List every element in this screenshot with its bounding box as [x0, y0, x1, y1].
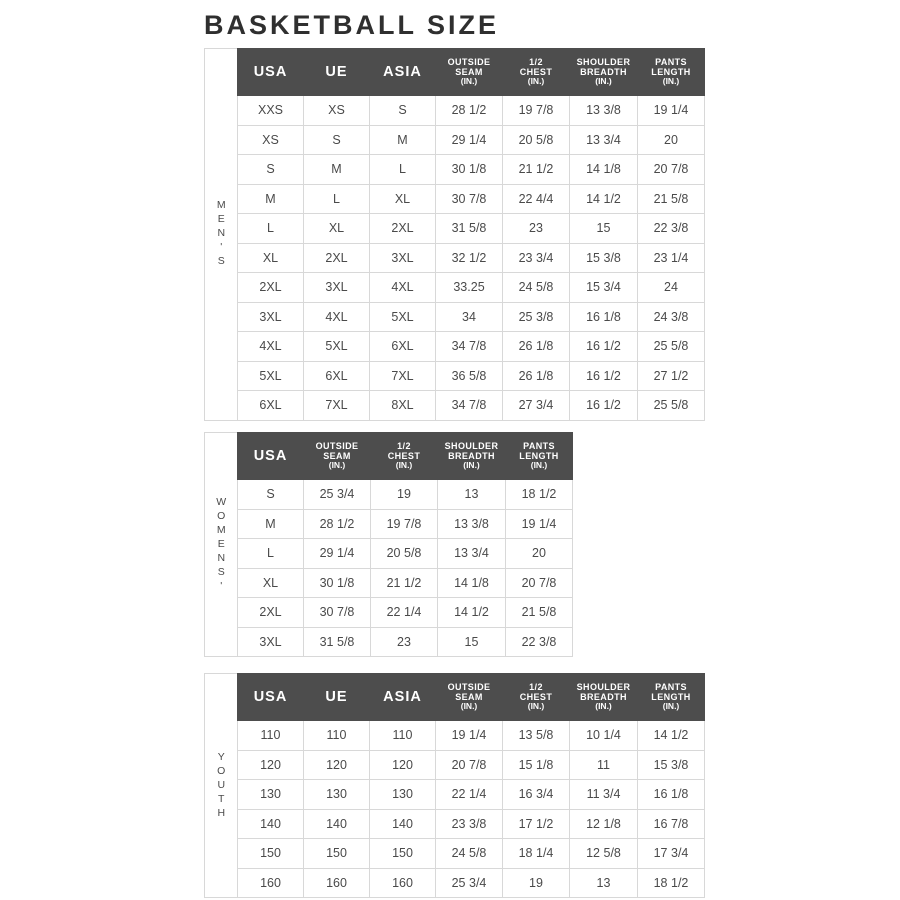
womens-col-outside-seam-l1: OUTSIDE [315, 440, 359, 451]
cell: 150 [238, 839, 304, 869]
cell: 25 3/8 [503, 302, 570, 332]
cell: 31 5/8 [304, 627, 371, 657]
table-row [238, 750, 705, 780]
womens-header-row [238, 433, 573, 480]
youth-table-head [238, 674, 705, 721]
mens-col-outside-seam [436, 49, 503, 96]
table-row [238, 184, 705, 214]
youth-col-usa [238, 674, 304, 721]
cell: 110 [238, 721, 304, 751]
mens-col-outside-seam-unit: (IN.) [460, 76, 478, 87]
youth-col-shoulder-breadth [570, 674, 638, 721]
cell: 22 3/8 [638, 214, 705, 244]
cell: 15 [438, 627, 506, 657]
cell: 19 1/4 [638, 96, 705, 126]
cell: 13 3/4 [438, 539, 506, 569]
cell: XXS [238, 96, 304, 126]
cell: 29 1/4 [304, 539, 371, 569]
cell: 19 7/8 [371, 509, 438, 539]
cell: 18 1/2 [506, 480, 573, 510]
cell: 23 [503, 214, 570, 244]
cell: XL [238, 243, 304, 273]
cell: 3XL [370, 243, 436, 273]
cell: 4XL [370, 273, 436, 303]
cell: 19 1/4 [506, 509, 573, 539]
cell: M [304, 155, 370, 185]
cell: 22 1/4 [371, 598, 438, 628]
cell: 21 1/2 [503, 155, 570, 185]
cell: 23 3/8 [436, 809, 503, 839]
cell: 30 7/8 [436, 184, 503, 214]
cell: 120 [304, 750, 370, 780]
womens-size-table [237, 432, 573, 657]
mens-col-shoulder-unit: (IN.) [595, 76, 612, 87]
table-row [238, 809, 705, 839]
cell: 6XL [238, 391, 304, 421]
youth-col-asia-label: ASIA [383, 688, 422, 705]
table-row [238, 214, 705, 244]
cell: 21 5/8 [638, 184, 705, 214]
cell: 17 1/2 [503, 809, 570, 839]
table-row [238, 627, 573, 657]
cell: 16 1/8 [638, 780, 705, 810]
cell: 16 1/2 [570, 332, 638, 362]
youth-table-block [204, 673, 705, 898]
table-row [238, 332, 705, 362]
youth-side-label-text: YOUTH [215, 750, 228, 821]
youth-col-ue-label: UE [325, 688, 348, 705]
mens-col-shoulder-l1: SHOULDER [576, 56, 631, 67]
youth-col-asia [370, 674, 436, 721]
cell: 28 1/2 [436, 96, 503, 126]
cell: 6XL [304, 361, 370, 391]
womens-col-shoulder-unit: (IN.) [463, 460, 480, 471]
cell: 140 [370, 809, 436, 839]
mens-col-half-chest-l2: CHEST [519, 67, 553, 78]
youth-col-outside-seam-l2: SEAM [455, 692, 483, 703]
cell: 11 [570, 750, 638, 780]
youth-col-pants-l1: PANTS [655, 681, 687, 692]
cell: 10 1/4 [570, 721, 638, 751]
cell: 30 1/8 [436, 155, 503, 185]
mens-col-ue-label: UE [325, 63, 348, 80]
cell: 20 [638, 125, 705, 155]
table-row [238, 96, 705, 126]
cell: 24 [638, 273, 705, 303]
cell: 30 1/8 [304, 568, 371, 598]
womens-col-shoulder-l1: SHOULDER [444, 440, 499, 451]
cell: 36 5/8 [436, 361, 503, 391]
cell: 3XL [238, 627, 304, 657]
youth-col-pants-l2: LENGTH [651, 692, 691, 703]
table-row [238, 155, 705, 185]
cell: 13 3/8 [438, 509, 506, 539]
cell: 25 3/4 [436, 868, 503, 898]
table-row [238, 243, 705, 273]
womens-col-half-chest [371, 433, 438, 480]
cell: 4XL [238, 332, 304, 362]
youth-col-half-chest-l2: CHEST [519, 692, 553, 703]
cell: 31 5/8 [436, 214, 503, 244]
cell: 28 1/2 [304, 509, 371, 539]
cell: 34 7/8 [436, 332, 503, 362]
cell: 25 5/8 [638, 332, 705, 362]
mens-col-outside-seam-l2: SEAM [455, 67, 483, 78]
cell: XS [238, 125, 304, 155]
cell: S [238, 480, 304, 510]
cell: 130 [304, 780, 370, 810]
cell: 20 7/8 [506, 568, 573, 598]
cell: 20 7/8 [436, 750, 503, 780]
youth-size-table [237, 673, 705, 898]
cell: 160 [238, 868, 304, 898]
cell: 13 [438, 480, 506, 510]
womens-col-pants-l2: LENGTH [519, 451, 559, 462]
cell: 15 [570, 214, 638, 244]
table-row [238, 509, 573, 539]
womens-col-shoulder-breadth [438, 433, 506, 480]
cell: XS [304, 96, 370, 126]
youth-col-pants-unit: (IN.) [662, 701, 680, 712]
mens-table-block [204, 48, 705, 421]
cell: 13 [570, 868, 638, 898]
cell: S [370, 96, 436, 126]
cell: 5XL [370, 302, 436, 332]
womens-col-half-chest-l2: CHEST [387, 451, 421, 462]
cell: 2XL [370, 214, 436, 244]
womens-side-label [204, 432, 237, 657]
womens-table-head [238, 433, 573, 480]
cell: 6XL [370, 332, 436, 362]
cell: 27 1/2 [638, 361, 705, 391]
cell: 110 [370, 721, 436, 751]
cell: 22 4/4 [503, 184, 570, 214]
youth-table-body [238, 721, 705, 898]
cell: 120 [370, 750, 436, 780]
womens-side-label-text: WOMENS' [215, 495, 228, 594]
cell: 22 1/4 [436, 780, 503, 810]
cell: 8XL [370, 391, 436, 421]
cell: 25 5/8 [638, 391, 705, 421]
table-row [238, 839, 705, 869]
mens-col-half-chest-unit: (IN.) [527, 76, 545, 87]
womens-col-outside-seam-unit: (IN.) [328, 460, 346, 471]
table-row [238, 780, 705, 810]
cell: 20 [506, 539, 573, 569]
womens-col-usa [238, 433, 304, 480]
table-row [238, 273, 705, 303]
mens-size-table [237, 48, 705, 421]
womens-col-outside-seam [304, 433, 371, 480]
cell: M [238, 184, 304, 214]
cell: L [370, 155, 436, 185]
mens-col-asia-label: ASIA [383, 63, 422, 80]
mens-col-usa-label: USA [253, 63, 288, 80]
cell: 140 [304, 809, 370, 839]
cell: 150 [370, 839, 436, 869]
cell: 29 1/4 [436, 125, 503, 155]
cell: 34 7/8 [436, 391, 503, 421]
cell: 19 1/4 [436, 721, 503, 751]
cell: L [304, 184, 370, 214]
mens-side-label [204, 48, 237, 421]
cell: 18 1/2 [638, 868, 705, 898]
cell: 14 1/2 [438, 598, 506, 628]
cell: 19 [371, 480, 438, 510]
cell: L [238, 539, 304, 569]
cell: 21 1/2 [371, 568, 438, 598]
cell: 20 7/8 [638, 155, 705, 185]
cell: 3XL [238, 302, 304, 332]
cell: 120 [238, 750, 304, 780]
mens-side-label-text: MEN'S [215, 199, 228, 270]
womens-col-outside-seam-l2: SEAM [323, 451, 351, 462]
cell: 14 1/8 [438, 568, 506, 598]
womens-table-body [238, 480, 573, 657]
cell: 15 3/8 [638, 750, 705, 780]
cell: 23 3/4 [503, 243, 570, 273]
cell: 30 7/8 [304, 598, 371, 628]
cell: 7XL [370, 361, 436, 391]
cell: XL [304, 214, 370, 244]
mens-header-row [238, 49, 705, 96]
mens-col-half-chest-l1: 1/2 [529, 56, 543, 67]
cell: 12 5/8 [570, 839, 638, 869]
cell: 11 3/4 [570, 780, 638, 810]
cell: 20 5/8 [371, 539, 438, 569]
cell: L [238, 214, 304, 244]
table-row [238, 721, 705, 751]
table-row [238, 302, 705, 332]
cell: 24 5/8 [503, 273, 570, 303]
cell: 5XL [238, 361, 304, 391]
cell: 24 5/8 [436, 839, 503, 869]
table-row [238, 125, 705, 155]
cell: 160 [304, 868, 370, 898]
womens-col-pants-l1: PANTS [523, 440, 555, 451]
table-row [238, 480, 573, 510]
youth-header-row [238, 674, 705, 721]
womens-col-half-chest-unit: (IN.) [395, 460, 413, 471]
cell: 160 [370, 868, 436, 898]
womens-col-usa-label: USA [253, 447, 288, 464]
table-row [238, 598, 573, 628]
youth-col-shoulder-l1: SHOULDER [576, 681, 631, 692]
youth-col-ue [304, 674, 370, 721]
cell: S [304, 125, 370, 155]
table-row [238, 361, 705, 391]
cell: 27 3/4 [503, 391, 570, 421]
youth-col-pants-length [638, 674, 705, 721]
table-row [238, 539, 573, 569]
cell: 20 5/8 [503, 125, 570, 155]
cell: 15 3/4 [570, 273, 638, 303]
youth-col-outside-seam [436, 674, 503, 721]
cell: 13 3/8 [570, 96, 638, 126]
mens-col-pants-l1: PANTS [655, 56, 687, 67]
cell: 16 3/4 [503, 780, 570, 810]
cell: XL [370, 184, 436, 214]
youth-col-half-chest-unit: (IN.) [527, 701, 545, 712]
cell: 25 3/4 [304, 480, 371, 510]
table-row [238, 391, 705, 421]
cell: 150 [304, 839, 370, 869]
womens-col-half-chest-l1: 1/2 [397, 440, 411, 451]
womens-col-pants-unit: (IN.) [530, 460, 548, 471]
cell: 18 1/4 [503, 839, 570, 869]
cell: 15 1/8 [503, 750, 570, 780]
cell: 14 1/8 [570, 155, 638, 185]
womens-col-shoulder-l2: BREADTH [448, 451, 495, 462]
cell: 13 5/8 [503, 721, 570, 751]
youth-col-usa-label: USA [253, 688, 288, 705]
mens-col-pants-length [638, 49, 705, 96]
mens-col-usa [238, 49, 304, 96]
cell: 32 1/2 [436, 243, 503, 273]
youth-col-shoulder-unit: (IN.) [595, 701, 612, 712]
mens-col-pants-unit: (IN.) [662, 76, 680, 87]
cell: 17 3/4 [638, 839, 705, 869]
cell: 23 [371, 627, 438, 657]
mens-col-asia [370, 49, 436, 96]
cell: 5XL [304, 332, 370, 362]
youth-col-half-chest [503, 674, 570, 721]
youth-col-shoulder-l2: BREADTH [580, 692, 627, 703]
mens-col-pants-l2: LENGTH [651, 67, 691, 78]
cell: S [238, 155, 304, 185]
youth-col-outside-seam-l1: OUTSIDE [447, 681, 491, 692]
cell: 3XL [304, 273, 370, 303]
cell: 130 [370, 780, 436, 810]
cell: 16 1/2 [570, 361, 638, 391]
cell: 33.25 [436, 273, 503, 303]
cell: 7XL [304, 391, 370, 421]
cell: 110 [304, 721, 370, 751]
mens-table-head [238, 49, 705, 96]
youth-side-label [204, 673, 237, 898]
cell: 2XL [238, 273, 304, 303]
cell: 2XL [304, 243, 370, 273]
cell: 19 [503, 868, 570, 898]
table-row [238, 868, 705, 898]
cell: 16 1/2 [570, 391, 638, 421]
cell: 21 5/8 [506, 598, 573, 628]
cell: 14 1/2 [638, 721, 705, 751]
mens-col-ue [304, 49, 370, 96]
mens-col-shoulder-l2: BREADTH [580, 67, 627, 78]
cell: 19 7/8 [503, 96, 570, 126]
cell: 26 1/8 [503, 361, 570, 391]
cell: M [370, 125, 436, 155]
mens-col-half-chest [503, 49, 570, 96]
cell: 12 1/8 [570, 809, 638, 839]
cell: 130 [238, 780, 304, 810]
mens-table-body [238, 96, 705, 421]
cell: 26 1/8 [503, 332, 570, 362]
womens-col-pants-length [506, 433, 573, 480]
cell: 14 1/2 [570, 184, 638, 214]
cell: XL [238, 568, 304, 598]
cell: 4XL [304, 302, 370, 332]
mens-col-outside-seam-l1: OUTSIDE [447, 56, 491, 67]
cell: 15 3/8 [570, 243, 638, 273]
cell: 34 [436, 302, 503, 332]
cell: 22 3/8 [506, 627, 573, 657]
table-row [238, 568, 573, 598]
cell: 2XL [238, 598, 304, 628]
page-title: BASKETBALL SIZE [204, 10, 500, 40]
cell: M [238, 509, 304, 539]
cell: 140 [238, 809, 304, 839]
cell: 16 1/8 [570, 302, 638, 332]
cell: 13 3/4 [570, 125, 638, 155]
cell: 23 1/4 [638, 243, 705, 273]
cell: 24 3/8 [638, 302, 705, 332]
youth-col-half-chest-l1: 1/2 [529, 681, 543, 692]
youth-col-outside-seam-unit: (IN.) [460, 701, 478, 712]
cell: 16 7/8 [638, 809, 705, 839]
womens-table-block [204, 432, 573, 657]
mens-col-shoulder-breadth [570, 49, 638, 96]
